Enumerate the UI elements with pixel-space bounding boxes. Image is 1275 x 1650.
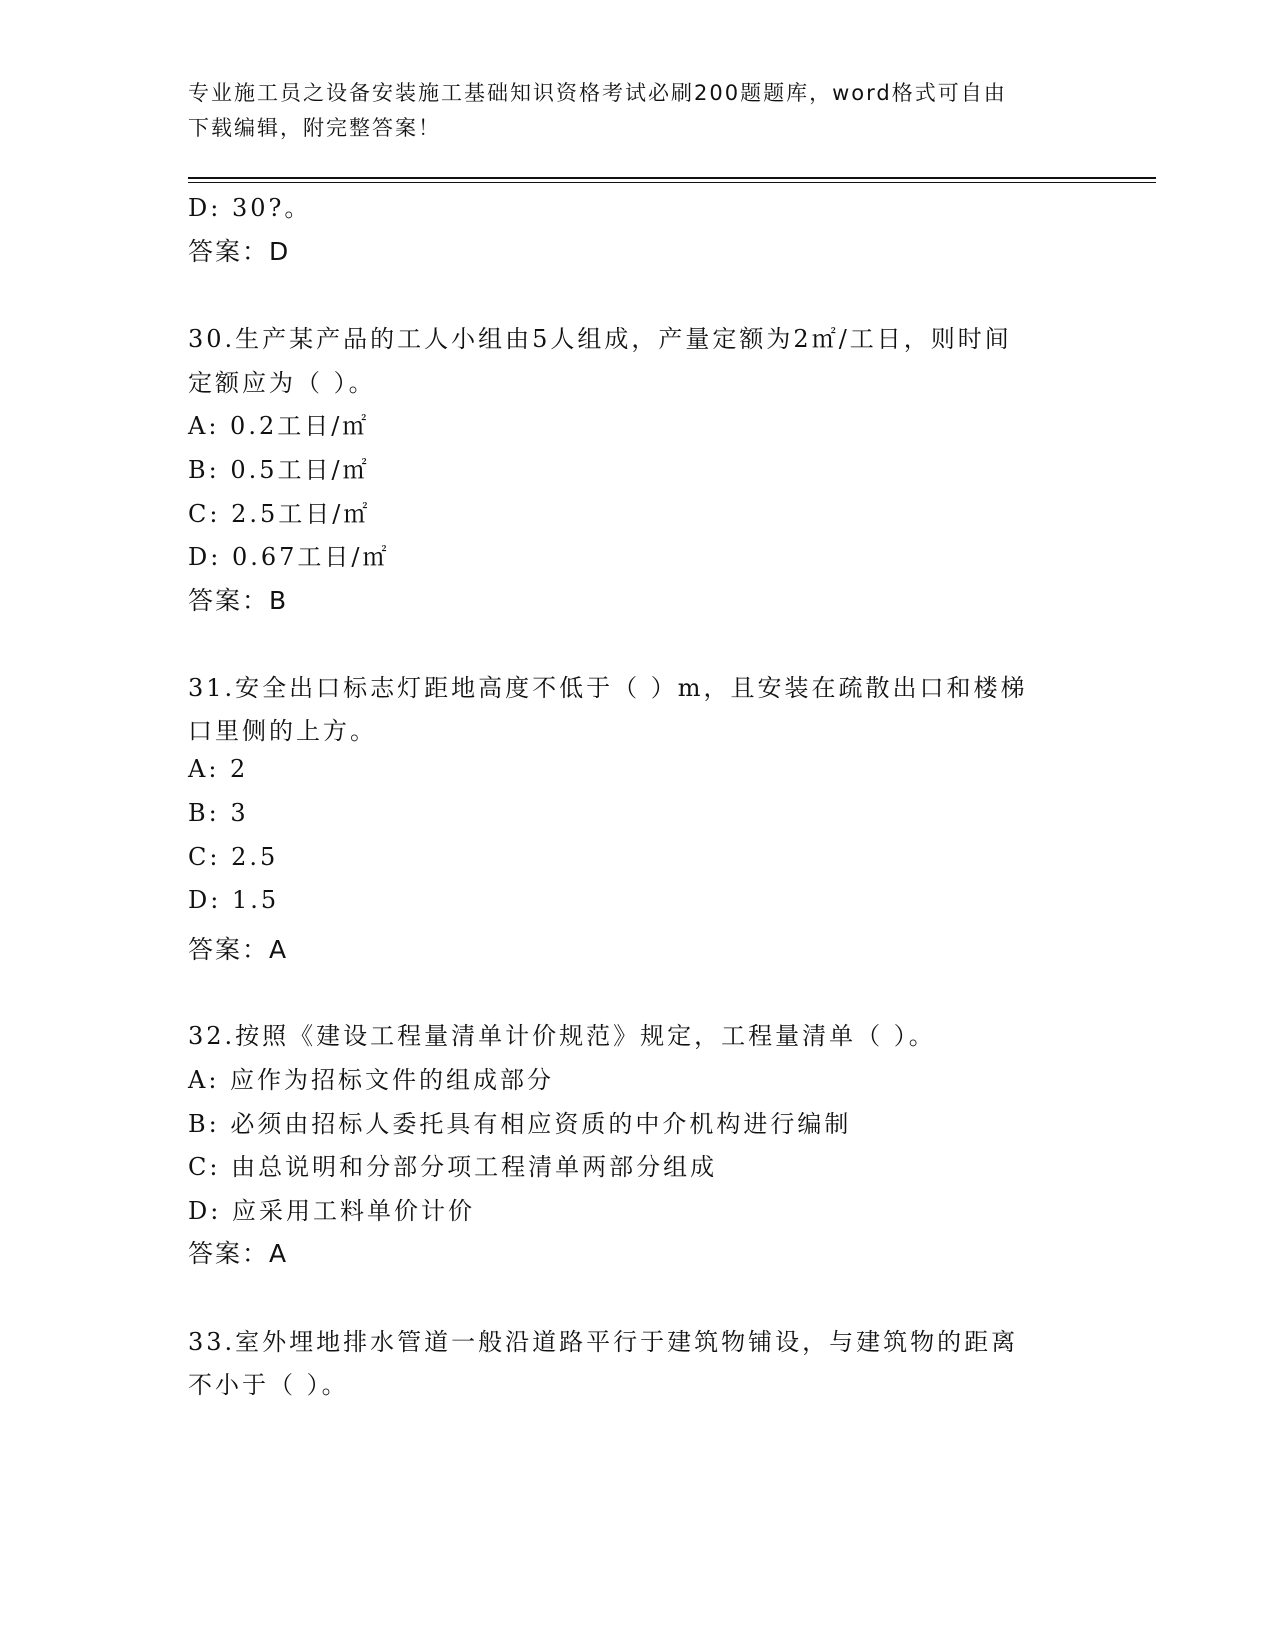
question-32-stem-line-1: 32.按照《建设工程量清单计价规范》规定，工程量清单（ ）。 — [188, 1022, 936, 1050]
document-header — [188, 76, 1068, 146]
option-d: D: 30?。 — [188, 194, 312, 222]
question-30-option-d: D: 0.67工日/㎡ — [188, 543, 390, 571]
question-30-answer: 答案：B — [188, 586, 289, 615]
header-line-1: 专业施工员之设备安装施工基础知识资格考试必刷200题题库，word格式可自由 — [188, 81, 1007, 105]
question-30-option-b: B: 0.5工日/㎡ — [188, 456, 370, 484]
question-32-answer: 答案：A — [188, 1239, 289, 1268]
question-31-option-d: D: 1.5 — [188, 886, 280, 914]
header-line-2: 下载编辑，附完整答案！ — [188, 116, 441, 140]
answer: 答案：D — [188, 237, 291, 266]
question-32-option-c: C: 由总说明和分部分项工程清单两部分组成 — [188, 1153, 718, 1181]
question-33-stem-line-1: 33.室外埋地排水管道一般沿道路平行于建筑物铺设，与建筑物的距离 — [188, 1328, 1019, 1356]
question-30-stem-line-1: 30.生产某产品的工人小组由5人组成，产量定额为2㎡/工日，则时间 — [188, 325, 1012, 353]
question-31-option-a: A: 2 — [188, 755, 249, 783]
question-30-option-c: C: 2.5工日/㎡ — [188, 500, 371, 528]
question-32-option-b: B: 必须由招标人委托具有相应资质的中介机构进行编制 — [188, 1110, 852, 1138]
header-divider-thin — [188, 182, 1156, 183]
question-31-stem-line-2: 口里侧的上方。 — [188, 717, 377, 745]
question-30-option-a: A: 0.2工日/㎡ — [188, 412, 370, 440]
question-33-stem-line-2: 不小于（ ）。 — [188, 1371, 349, 1399]
question-32-option-a: A: 应作为招标文件的组成部分 — [188, 1066, 555, 1094]
question-31-option-c: C: 2.5 — [188, 843, 279, 871]
question-31-answer: 答案：A — [188, 935, 289, 964]
question-31-option-b: B: 3 — [188, 799, 249, 827]
question-32-option-d: D: 应采用工料单价计价 — [188, 1197, 475, 1225]
question-31-stem-line-1: 31.安全出口标志灯距地高度不低于（ ）m，且安装在疏散出口和楼梯 — [188, 674, 1028, 702]
header-divider-thick — [188, 177, 1156, 179]
question-30-stem-line-2: 定额应为（ ）。 — [188, 369, 376, 397]
